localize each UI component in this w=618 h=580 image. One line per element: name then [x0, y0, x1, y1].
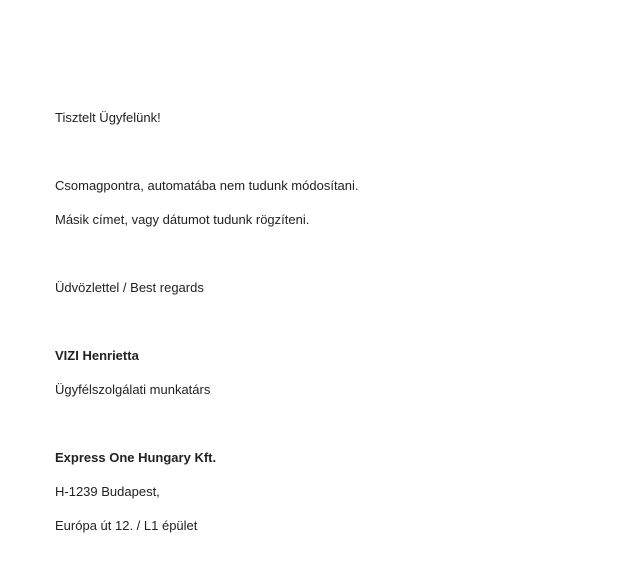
message-line-2: Másik címet, vagy dátumot tudunk rögzíteni. [55, 212, 310, 227]
signature-role: Ügyfélszolgálati munkatárs [55, 382, 211, 397]
signature-address-line-1: H-1239 Budapest, [55, 484, 160, 499]
closing-text: Üdvözlettel / Best regards [55, 280, 204, 295]
message-line-1: Csomagpontra, automatába nem tudunk módosítani. [55, 178, 359, 193]
greeting-text: Tisztelt Ügyfelünk! [55, 110, 161, 125]
email-body [55, 0, 595, 580]
signature-address-line-2: Európa út 12. / L1 épület [55, 518, 198, 533]
signature-name: VIZI Henrietta [55, 348, 139, 363]
signature-company: Express One Hungary Kft. [55, 450, 217, 465]
